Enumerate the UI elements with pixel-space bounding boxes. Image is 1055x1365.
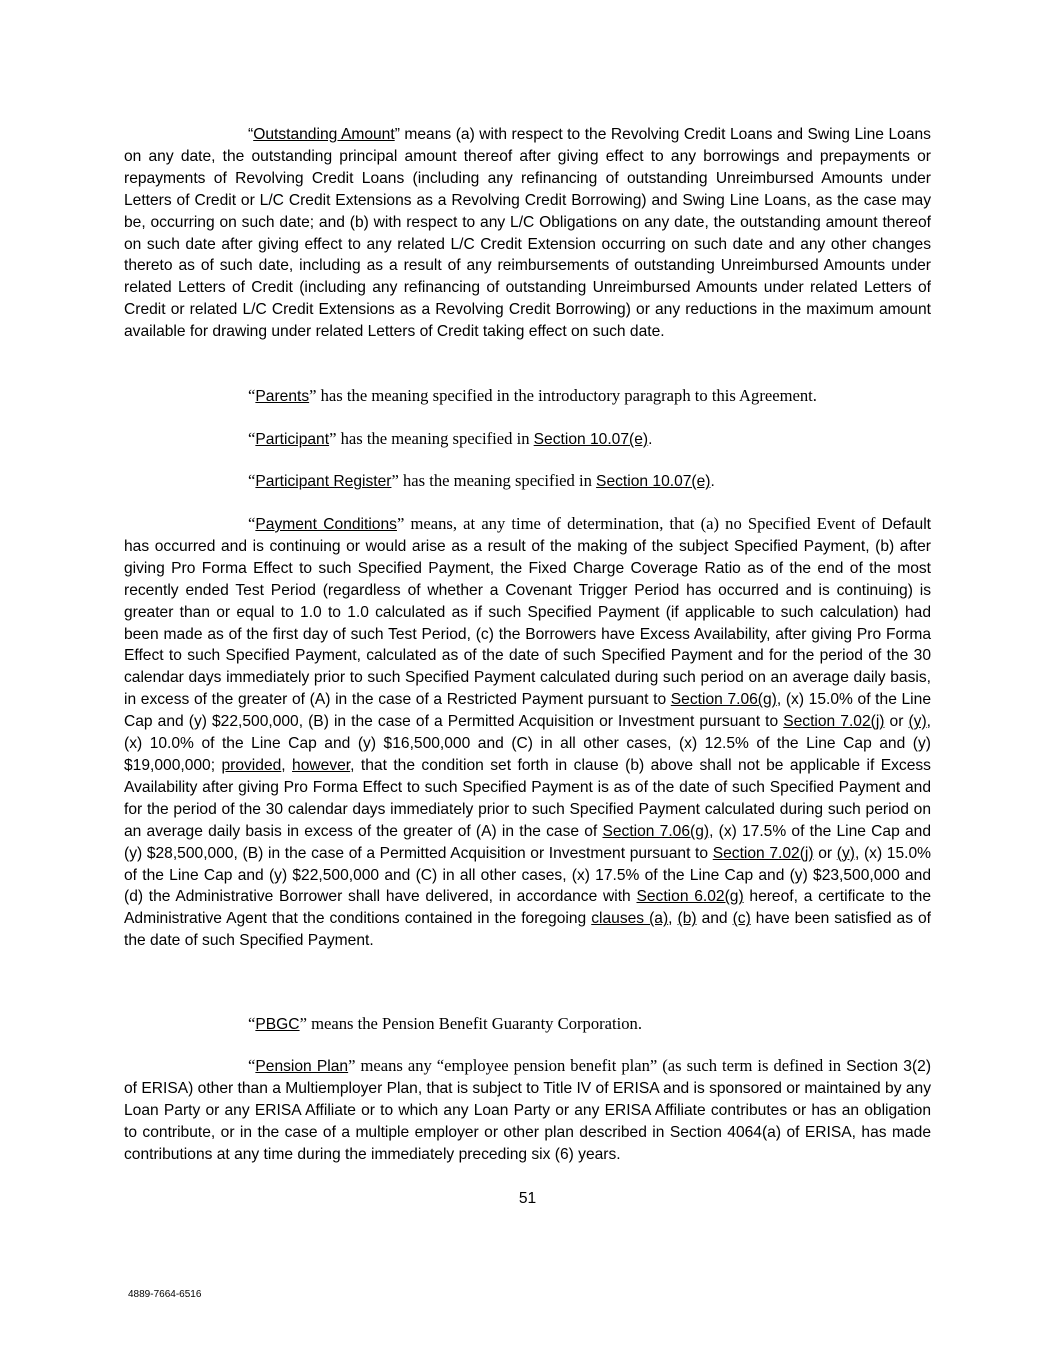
period: . — [648, 431, 653, 448]
clause-reference: (b) — [677, 910, 697, 928]
section-reference: Section 10.07(e) — [596, 473, 711, 490]
defined-term: PBGC — [255, 1016, 300, 1033]
definition-text: and — [696, 910, 733, 928]
definition-text: Default has occurred and is continuing or would arise as a result of the making of the subject Specified Payment, (b) after giving Pro Forma Effect to such Specified Payment, the Fixed Charge Coverage Ratio as of the end of the most recently ended Test Period (regardless of whether a Covenant Trigger Period has occurred and is continuing) is greater than or equal to 1.0 to 1.0 calculated as if such Specified Payment (if applicable to such calculation) had been made as of the first day of such Test Period, (c) the Borrowers have Excess Availability, after giving Pro Forma Effect to such Specified Payment, calculated as of the date of such Specified Payment and for the period of the 30 calendar days immediately prior to such Specified Payment calculated during such period on an average daily basis, in excess of the greater of (A) in the case of a Restricted Payment pursuant to — [124, 516, 931, 709]
section-reference: Section 10.07(e) — [533, 431, 649, 448]
definition-text: have been satisfied as of the date of such Specified Payment. — [124, 910, 931, 950]
clause-reference: (c) — [732, 910, 751, 928]
definition-parents — [124, 385, 931, 408]
definition-text: , that the condition set forth in clause (b) above shall not be applicable if Excess Availability after giving Pro Forma Effect to such Specified Payment is as of the date of such Specified Payment and for the period of the 30 calendar days immediately prior to such Specified Payment calculated during such period on an average daily basis in excess of the greater of (A) in the case of — [124, 756, 931, 840]
defined-term: Parents — [255, 388, 310, 405]
definition-text: ” has the meaning specified in the introductory paragraph to this Agreement. — [309, 386, 817, 405]
definition-text: or — [813, 844, 837, 862]
section-reference: Section 6.02(g) — [636, 888, 744, 906]
defined-term: Participant — [255, 431, 330, 448]
open-quote: “ — [248, 429, 256, 448]
definition-text: , (x) 15.0% of the Line Cap and (y) $22,500,000, (B) in the case of a Permitted Acquisition or Investment pursuant to — [124, 691, 931, 731]
definition-text: ” means, at any time of determination, that (a) no Specified Event of — [396, 514, 882, 533]
definition-text: or — [884, 713, 909, 731]
proviso-term: however — [292, 756, 351, 774]
defined-term: Participant Register — [255, 473, 392, 490]
defined-term: Pension Plan — [255, 1058, 349, 1075]
open-quote: “ — [248, 1056, 256, 1075]
definition-text: ” means any “employee pension benefit plan” (as such term is defined in — [348, 1056, 847, 1075]
section-reference: (y) — [836, 844, 855, 862]
definition-pension-plan — [124, 1055, 931, 1166]
definition-text: ” has the meaning specified in — [329, 429, 534, 448]
definition-payment-conditions — [124, 513, 931, 952]
section-reference: Section 7.02(j) — [783, 713, 885, 731]
definition-pbgc — [124, 1013, 931, 1036]
open-quote: “ — [248, 514, 256, 533]
section-reference: Section 7.02(j) — [712, 844, 814, 862]
open-quote: “ — [248, 471, 256, 490]
proviso-term: provided — [221, 756, 282, 774]
open-quote: “ — [248, 126, 254, 143]
definition-outstanding-amount — [124, 124, 931, 343]
definition-text: , (x) 10.0% of the Line Cap and (y) $16,500,000 and (C) in all other cases, (x) 12.5% of the Line Cap and (y) $19,000,000; — [124, 713, 932, 774]
defined-term: Outstanding Amount — [253, 126, 395, 143]
definition-text: , (x) 15.0% of the Line Cap and (y) $22,500,000 and (C) in all other cases, (x) 17.5% of the Line Cap and (y) $23,500,000 and (d) the Administrative Borrower shall have delivered, in accordance with — [124, 844, 932, 906]
definition-text: ” means (a) with respect to the Revolving Credit Loans and Swing Line Loans on any date, the outstanding principal amount thereof after giving effect to any borrowings and prepayments or repayments of Revolving Credit Loans (including any refinancing of outstanding Unreimbursed Amounts under Letters of Credit or L/C Credit Extensions as a Revolving Credit Borrowing) and Swing Line Loans, as the case may be, occurring on such date; and (b) with respect to any L/C Obligations on any date, the outstanding amount thereof on such date after giving effect to any related L/C Credit Extension occurring on such date and any other changes thereto as of such date, including as a result of any reimbursements of outstanding Unreimbursed Amounts under related Letters of Credit (including any refinancing of outstanding Unreimbursed Amounts under related Letters of Credit or related L/C Credit Extensions as a Revolving Credit Borrowing) or any reductions in the maximum amount available for drawing under related Letters of Credit taking effect on such date. — [124, 126, 931, 341]
page-number: 51 — [518, 1190, 537, 1207]
definition-text: ” has the meaning specified in — [391, 471, 597, 490]
defined-term: Payment Conditions — [255, 516, 397, 533]
definition-text: (x) 17.5% of the Line Cap and (y) $28,500,000, (B) in the case of a Permitted Acquisition or Investment pursuant to — [124, 822, 931, 862]
open-quote: “ — [248, 1014, 256, 1033]
definition-text: ” means the Pension Benefit Guaranty Corporation. — [299, 1014, 642, 1033]
open-quote: “ — [248, 386, 256, 405]
definition-text: , — [668, 910, 678, 928]
section-reference: (y) — [908, 713, 927, 731]
clause-reference: clauses (a) — [591, 910, 669, 928]
definition-participant-register — [124, 470, 931, 493]
document-id: 4889-7664-6516 — [128, 1289, 202, 1300]
period: . — [710, 473, 715, 490]
definition-participant — [124, 428, 931, 451]
section-reference: Section 7.06(g), — [602, 822, 714, 840]
definition-text: , — [281, 756, 293, 774]
section-reference: Section 7.06(g) — [670, 691, 777, 709]
definition-text: hereof, a certificate to the Administrative Agent that the conditions contained in the foregoing — [124, 888, 932, 928]
definition-text: Section 3(2) of ERISA) other than a Multiemployer Plan, that is subject to Title IV of ERISA and is sponsored or maintained by any Loan Party or any ERISA Affiliate or to which any Loan Party or any ERISA Affiliate contributes or has an obligation to contribute, or in the case of a multiple employer or other plan described in Section 4064(a) of ERISA, has made contributions at any time during the immediately preceding six (6) years. — [124, 1058, 932, 1163]
